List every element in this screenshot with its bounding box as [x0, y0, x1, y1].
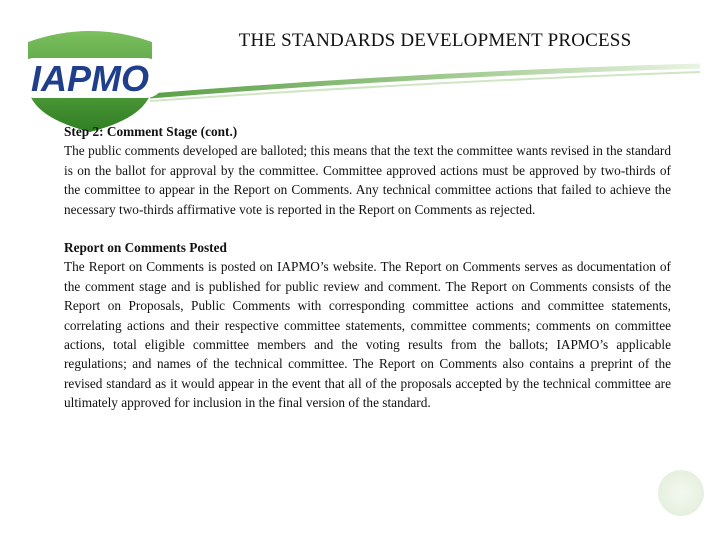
content-body: [64, 122, 671, 413]
iapmo-logo: [10, 24, 170, 134]
section1-body: The public comments developed are balloted; this means that the text the committee wants revised in the standard is on the ballot for approval by the committee. Committee approved actions must be approved by two-thirds of the committee to appear in the Report on Comments. Any technical committee actions that failed to achieve the necessary two-thirds affirmative vote is reported in the Report on Comments as rejected.: [64, 143, 671, 217]
page-title: THE STANDARDS DEVELOPMENT PROCESS: [238, 30, 632, 51]
section2-body: The Report on Comments is posted on IAPMO’s website. The Report on Comments serves as documentation of the comment stage and is published for public review and comment. The Report on Comments consists of the Report on Proposals, Public Comments with corresponding committee actions and committee statements, correlating actions and their respective committee statements, committee comments; comments on committee actions, total eligible committee members and the voting results from the ballots; IAPMO’s applicable regulations; and names of the technical committee. The Report on Comments also contains a preprint of the revised standard as it would appear in the event that all of the proposals accepted by the technical committee are ultimately approved for inclusion in the final version of the standard.: [64, 259, 671, 411]
section-spacer: [64, 219, 671, 238]
logo-text: IAPMO: [30, 58, 150, 99]
section1-heading: Step 2: Comment Stage (cont.): [64, 124, 238, 139]
corner-decoration: [658, 470, 704, 516]
section2-heading: Report on Comments Posted: [64, 240, 227, 256]
